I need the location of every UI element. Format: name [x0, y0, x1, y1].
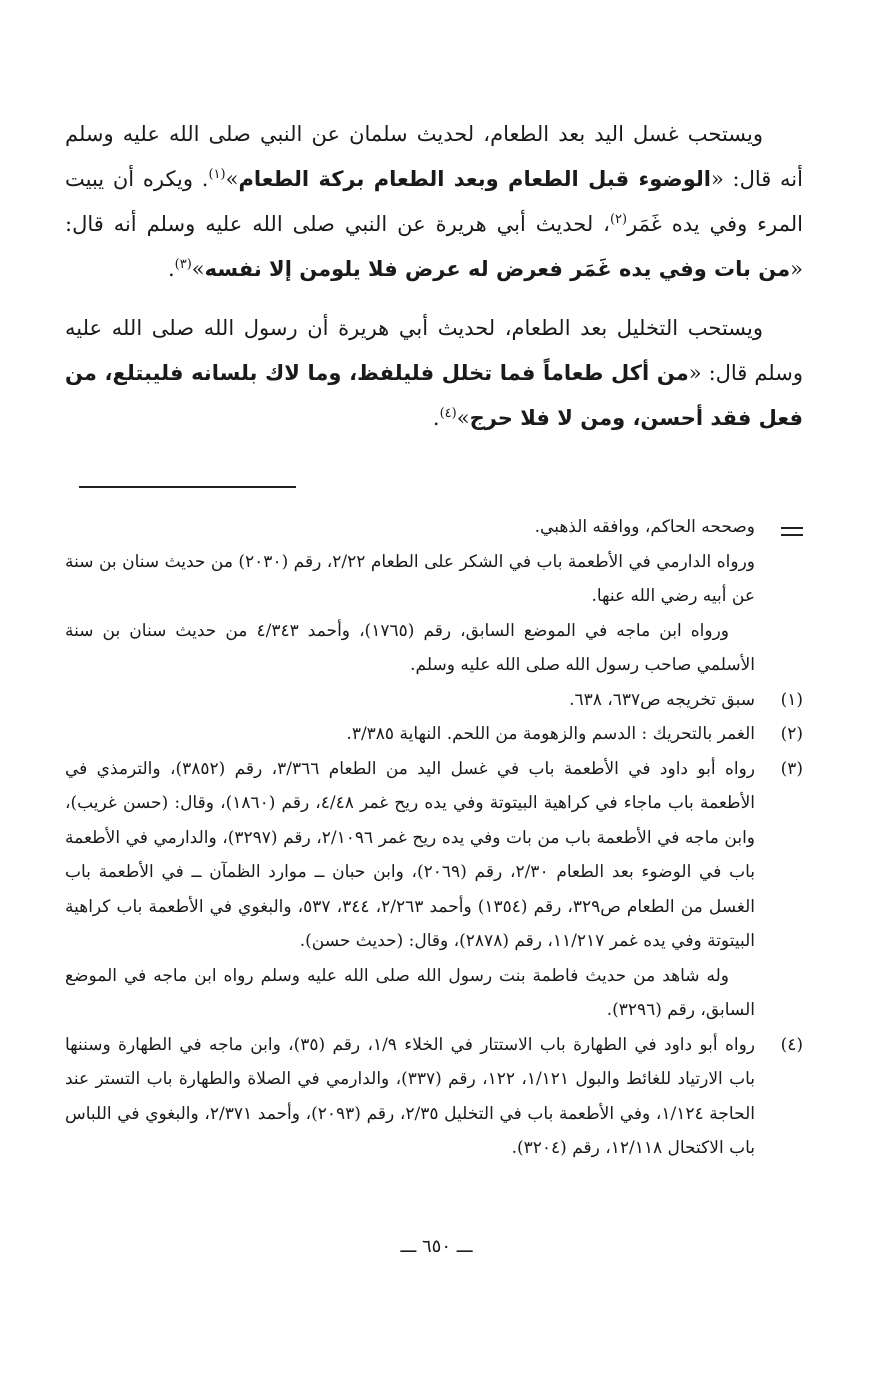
hadith-quote: من بات وفي يده غَمَر فعرض له عرض فلا يلومن إلا نفسه: [204, 257, 791, 281]
footnote-4: (٤) رواه أبو داود في الطهارة باب الاستتار في الخلاء ١/٩، رقم (٣٥)، وابن ماجه في الطهارة وسننها باب الارتياد للغائط والبول ١/١٢١، ١٢٢، رقم (٣٣٧)، والدارمي في الصلاة والطهارة باب التستر عند الحاجة ١/١٢٤، وفي الأطعمة باب في التخليل ٢/٣٥، رقم (٢٠٩٣)، وأحمد ٢/٣٧١، والبغوي في اللباس باب الاكتحال ١٢/١١٨، رقم (٣٢٠٤).: [65, 1028, 803, 1166]
footnote-number: (٢): [780, 724, 803, 744]
paragraph-toothpick: ويستحب التخليل بعد الطعام، لحديث أبي هريرة أن رسول الله صلى الله عليه وسلم قال: «من أكل طعاماً فما تخلل فليلفظ، وما لاك بلسانه فليبتلع، من فعل فقد أحسن، ومن لا فلا حرج»$^{(٤)}$.: [65, 316, 803, 430]
hadith-quote: الوضوء قبل الطعام وبعد الطعام بركة الطعام: [238, 167, 711, 191]
footnote-2: (٢) الغمر بالتحريك : الدسم والزهومة من اللحم. النهاية ٣/٣٨٥.: [65, 717, 803, 752]
continuation-mark: [781, 527, 803, 536]
footnote-3: (٣) رواه أبو داود في الأطعمة باب في غسل اليد من الطعام ٣/٣٦٦، رقم (٣٨٥٢)، والترمذي في الأطعمة باب ماجاء في كراهية البيتوتة وفي يده ريح غمر ٤/٤٨، رقم (١٨٦٠)، وقال: (حسن غريب)، وابن ماجه في الأطعمة باب من بات وفي يده ريح غمر ٢/١٠٩٦، رقم (٣٢٩٧)، والدارمي في الأطعمة باب في الوضوء بعد الطعام ٢/٣٠، رقم (٢٠٦٩)، وابن حبان ــ موارد الظمآن ــ في الأطعمة باب الغسل من الطعام ص٣٢٩، رقم (١٣٥٤) وأحمد ٢/٢٦٣، ٣٤٤، ٥٣٧، والبغوي في الأطعمة باب كراهية البيتوتة وفي يده غمر ١١/٢١٧، رقم (٢٨٧٨)، وقال: (حديث حسن). وله شاهد من حديث فاطمة بنت رسول الله صلى الله عليه وسلم رواه ابن ماجه في الموضع السابق، رقم (٣٢٩٦).: [65, 752, 803, 1028]
footnote-number: (٤): [780, 1034, 803, 1055]
footnote-ref: (١): [208, 167, 226, 182]
footnote-ref: (٣): [174, 257, 192, 272]
footnote-number: (٣): [780, 758, 803, 779]
page-number: ـــ ٦٥٠ ـــ: [400, 1236, 473, 1257]
footnote-ref: (٤): [439, 406, 457, 421]
footnote-ref: (٢): [609, 212, 628, 227]
footnote-1: (١) سبق تخريجه ص٦٣٧، ٦٣٨.: [65, 683, 803, 718]
footnotes: [65, 510, 803, 1166]
hadith-quote: من أكل طعاماً فما تخلل فليلفظ، وما لاك بلسانه فليبتلع، من فعل فقد أحسن، ومن لا فلا حرج: [65, 361, 803, 430]
paragraph-washing-hands: ويستحب غسل اليد بعد الطعام، لحديث سلمان عن النبي صلى الله عليه وسلم أنه قال: «الوضوء قبل الطعام وبعد الطعام بركة الطعام»$^{(١)}$. ويكره أن يبيت المرء وفي يده غَمَر$^{(٢)}$، لحديث أبي هريرة عن النبي صلى الله عليه وسلم أنه قال: «من بات وفي يده غَمَر فعرض له عرض فلا يلومن إلا نفسه»$^{(٣)}$.: [65, 122, 803, 281]
main-text: [65, 112, 803, 455]
footnote-continuation: وصححه الحاكم، ووافقه الذهبي. ورواه الدارمي في الأطعمة باب في الشكر على الطعام ٢/٢٢، رقم (٢٠٣٠) من حديث سنان بن سنة عن أبيه رضي الله عنها. ورواه ابن ماجه في الموضع السابق، رقم (١٧٦٥)، وأحمد ٤/٣٤٣ من حديث سنان بن سنة الأسلمي صاحب رسول الله صلى الله عليه وسلم.: [65, 510, 803, 683]
footnote-separator: [79, 486, 296, 488]
footnote-number: (١): [780, 689, 803, 710]
